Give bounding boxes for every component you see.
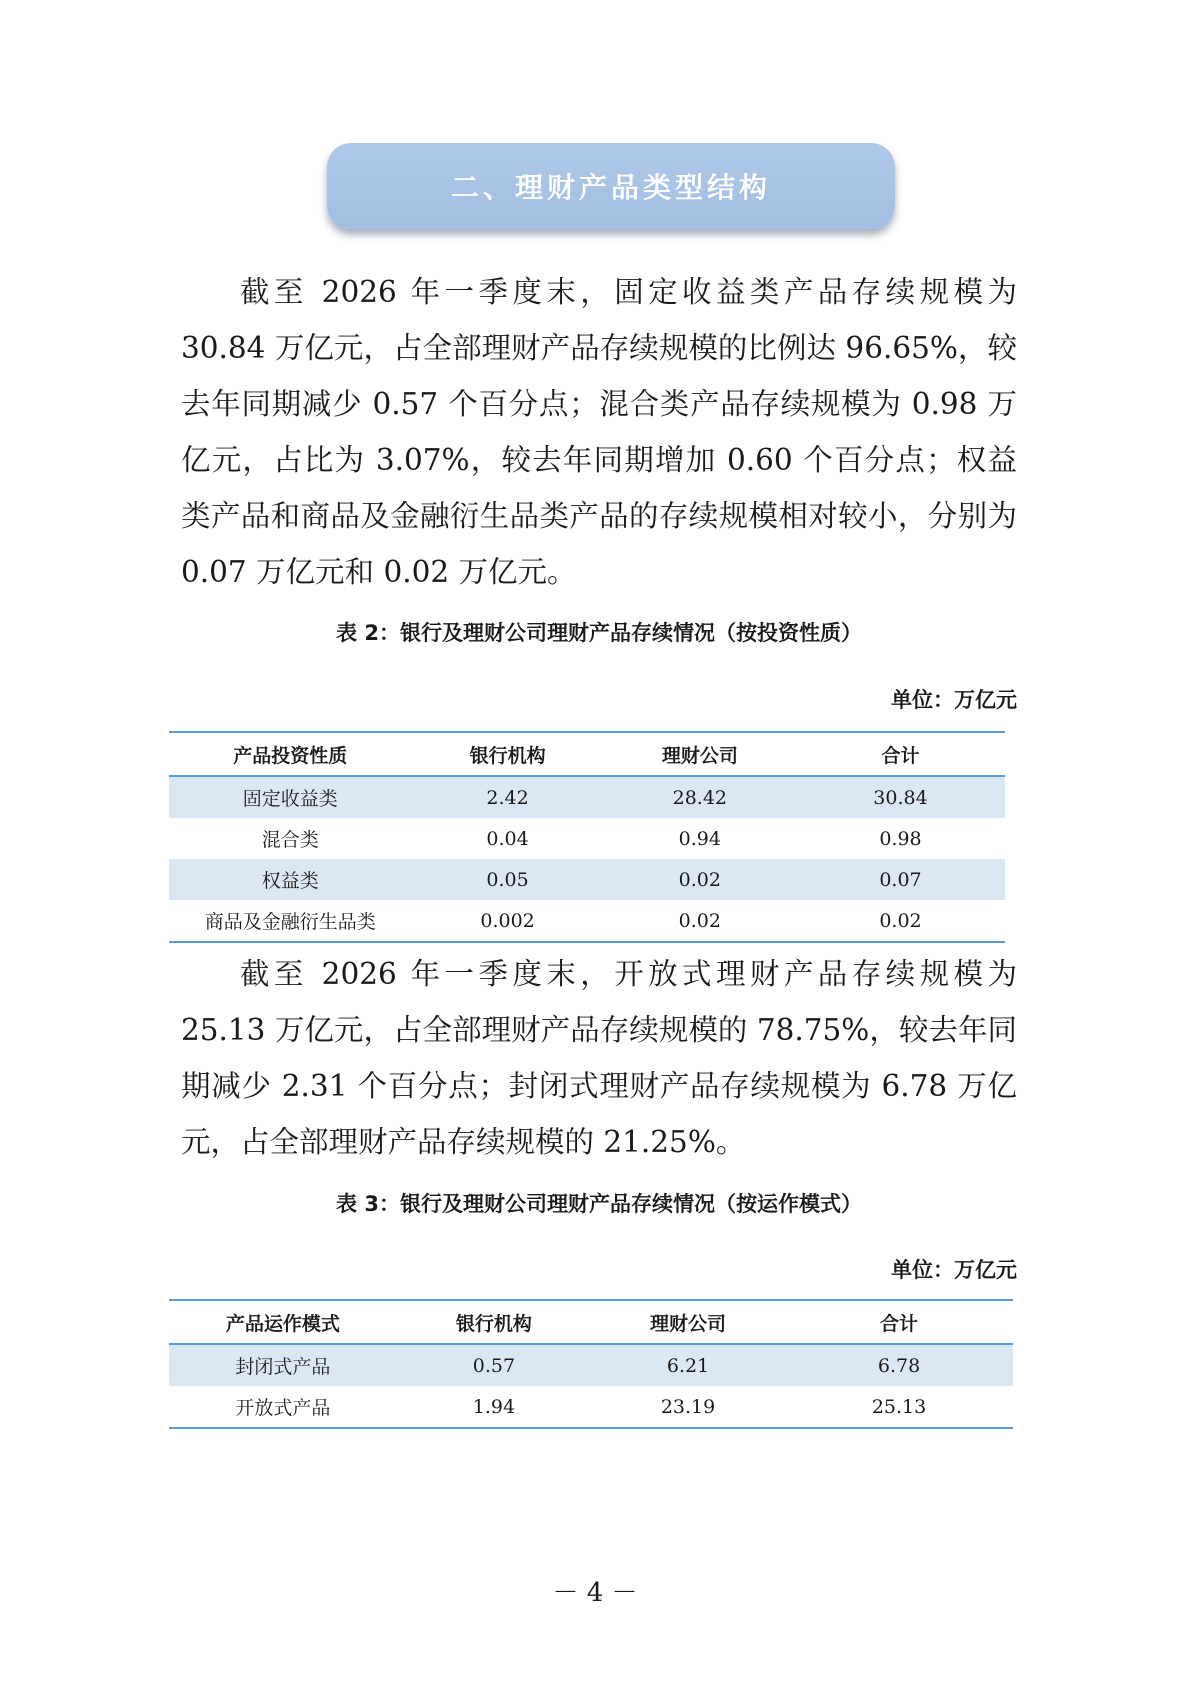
table-cell: 6.21 xyxy=(591,1344,785,1386)
table2-caption: 表 2：银行及理财公司理财产品存续情况（按投资性质） xyxy=(336,621,862,645)
table2-unit: 单位：万亿元 xyxy=(891,688,1017,712)
table-row xyxy=(169,859,1005,900)
table-cell: 0.02 xyxy=(604,859,796,900)
table3-caption: 表 3：银行及理财公司理财产品存续情况（按运作模式） xyxy=(336,1192,862,1216)
table-cell: 6.78 xyxy=(785,1344,1013,1386)
table-cell: 0.57 xyxy=(397,1344,591,1386)
table3-unit: 单位：万亿元 xyxy=(891,1258,1017,1282)
section-header-banner xyxy=(327,143,895,229)
table-cell: 30.84 xyxy=(796,776,1005,818)
table-cell: 0.05 xyxy=(411,859,603,900)
table-cell: 25.13 xyxy=(785,1386,1013,1428)
table-row xyxy=(169,1386,1013,1428)
table-cell: 28.42 xyxy=(604,776,796,818)
table-cell: 混合类 xyxy=(261,829,319,851)
header-cell: 理财公司 xyxy=(604,732,796,776)
table-cell: 0.02 xyxy=(796,900,1005,942)
page-number: － 4 － xyxy=(552,1578,638,1608)
table-by-investment-nature xyxy=(169,731,1005,943)
table-row xyxy=(169,900,1005,942)
section-title: 二、理财产品类型结构 xyxy=(450,171,771,204)
table-cell: 1.94 xyxy=(397,1386,591,1428)
table-cell: 固定收益类 xyxy=(169,776,411,818)
table-cell: 开放式产品 xyxy=(169,1386,397,1428)
header-cell: 合计 xyxy=(785,1300,1013,1344)
table-cell: 0.98 xyxy=(879,827,922,850)
table-header-row xyxy=(169,1300,1013,1344)
table-row xyxy=(169,818,1005,859)
header-cell: 产品运作模式 xyxy=(169,1300,397,1344)
table-row xyxy=(169,1344,1013,1386)
table-cell: 0.02 xyxy=(604,900,796,942)
paragraph-operation-mode: 截至 2026 年一季度末，开放式理财产品存续规模为 25.13 万亿元，占全部理财产品存续规模的 78.75%，较去年同期减少 2.31 个百分点；封闭式理财产品存续规模为 6.78 万亿元，占全部理财产品存续规模的 21.25%。 xyxy=(181,957,1017,1159)
table-row xyxy=(169,776,1005,818)
header-cell: 银行机构 xyxy=(397,1300,591,1344)
table-cell: 0.002 xyxy=(411,900,603,942)
table-cell: 封闭式产品 xyxy=(169,1344,397,1386)
header-cell: 理财公司 xyxy=(591,1300,785,1344)
paragraph-fixed-income: 截至 2026 年一季度末，固定收益类产品存续规模为 30.84 万亿元，占全部理财产品存续规模的比例达 96.65%，较去年同期减少 0.57 个百分点；混合类产品存续规模为 0.98 万亿元，占比为 3.07%，较去年同期增加 0.60 个百分点；权益类产品和商品及金融衍生品类产品的存续规模相对较小，分别为 0.07 万亿元和 0.02 万亿元。 xyxy=(181,275,1017,589)
table-cell: 权益类 xyxy=(169,859,411,900)
table-cell: 2.42 xyxy=(411,776,603,818)
table-cell: 0.07 xyxy=(796,859,1005,900)
header-cell: 合计 xyxy=(796,732,1005,776)
header-cell: 产品投资性质 xyxy=(169,732,411,776)
table-by-operation-mode xyxy=(169,1299,1013,1429)
table-cell: 0.94 xyxy=(678,827,721,850)
table-cell: 0.04 xyxy=(486,827,529,850)
table-cell: 23.19 xyxy=(591,1386,785,1428)
table-header-row xyxy=(169,732,1005,776)
header-cell: 银行机构 xyxy=(411,732,603,776)
table-cell: 商品及金融衍生品类 xyxy=(169,900,411,942)
